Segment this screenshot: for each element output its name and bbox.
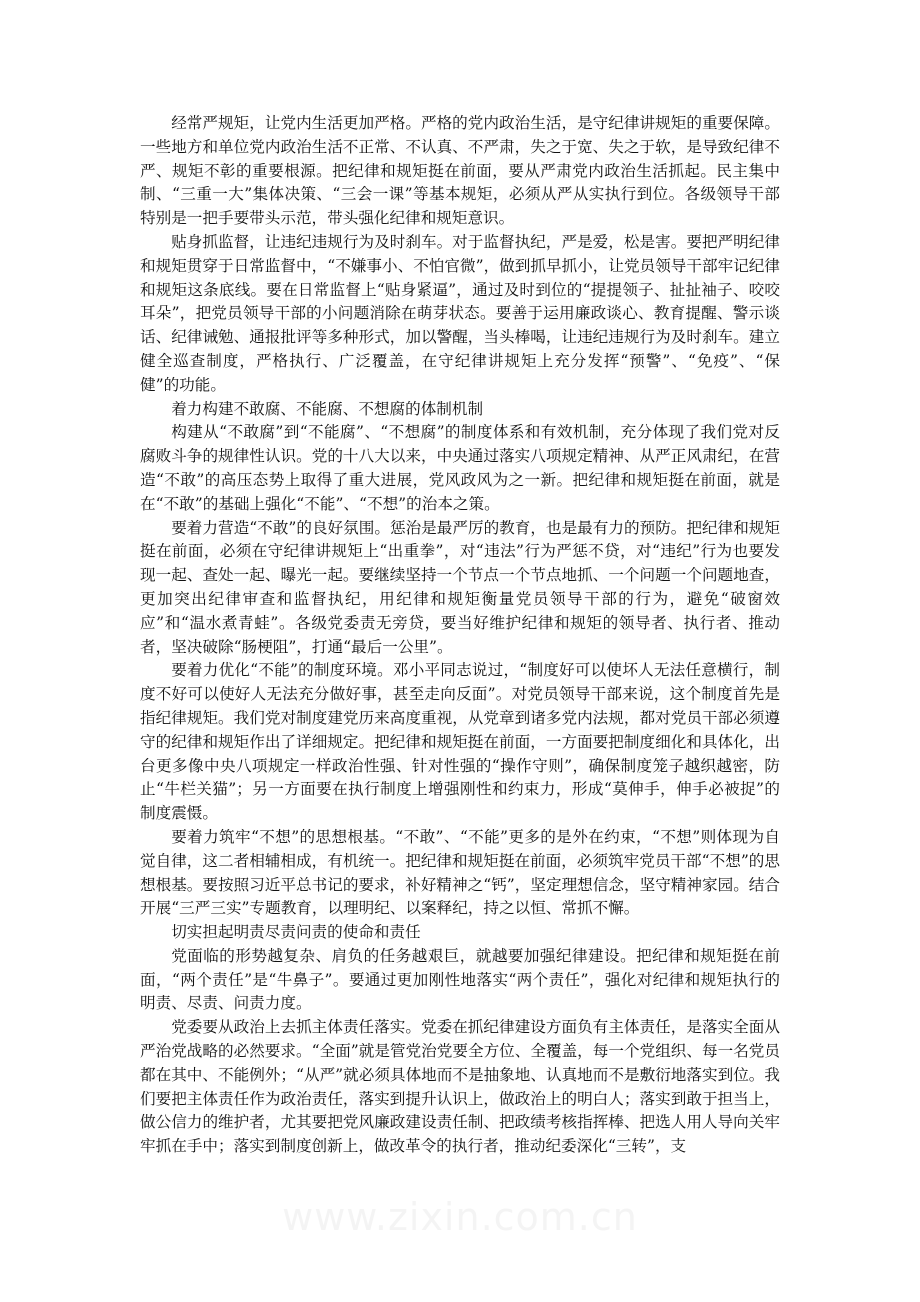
paragraph: 党委要从政治上去抓主体责任落实。党委在抓纪律建设方面负有主体责任，是落实全面从严治党战略的必然要求。“全面”就是管党治党要全方位、全覆盖，每一个党组织、每一名党员都在其中、不能例外；“从严”就必须具体地而不是抽象地、认真地而不是敷衍地落实到位。我们要把主体责任作为政治责任，落实到提升认识上，做政治上的明白人；落实到敢于担当上，做公信力的维护者，尤其要把党风廉政建设责任制、把政绩考核指挥棒、把选人用人导向关牢牢抓在手中；落实到制度创新上，做改革令的执行者，推动纪委深化“三转”，支 (140, 1018, 780, 1156)
section-heading: 切实担起明责尽责问责的使命和责任 (171, 923, 421, 942)
watermark: www.zixin.com.cn (282, 1195, 638, 1239)
paragraph: 要着力优化“不能”的制度环境。邓小平同志说过，“制度好可以使坏人无法任意横行，制度不好可以使好人无法充分做好事，甚至走向反面”。对党员领导干部来说，这个制度首先是指纪律规矩。我们党对制度建党历来高度重视，从党章到诸多党内法规，都对党员干部必须遵守的纪律和规矩作出了详细规定。把纪律和规矩挺在前面，一方面要把制度细化和具体化，出台更多像中央八项规定一样政治性强、针对性强的“操作守则”，确保制度笼子越织越密，防止“牛栏关猫”；另一方面要在执行制度上增强刚性和约束力，形成“莫伸手，伸手必被捉”的制度震慑。 (140, 661, 780, 823)
paragraph: 构建从“不敢腐”到“不能腐”、“不想腐”的制度体系和有效机制，充分体现了我们党对反腐败斗争的规律性认识。党的十八大以来，中央通过落实八项规定精神、从严正风肃纪，在营造“不敢”的高压态势上取得了重大进展，党风政风为之一新。把纪律和规矩挺在前面，就是在“不敢”的基础上强化“不能”、“不想”的治本之策。 (140, 423, 780, 513)
paragraph: 要着力筑牢“不想”的思想根基。“不敢”、“不能”更多的是外在约束，“不想”则体现为自觉自律，这二者相辅相成，有机统一。把纪律和规矩挺在前面，必须筑牢党员干部“不想”的思想根基。要按照习近平总书记的要求，补好精神之“钙”，坚定理想信念，坚守精神家园。结合开展“三严三实”专题教育，以理明纪、以案释纪，持之以恒、常抓不懈。 (140, 827, 780, 918)
paragraph: 党面临的形势越复杂、肩负的任务越艰巨，就越要加强纪律建设。把纪律和规矩挺在前面，“两个责任”是“牛鼻子”。要通过更加刚性地落实“两个责任”，强化对纪律和规矩执行的明责、尽责、问责力度。 (140, 946, 780, 1013)
paragraph: 要着力营造“不敢”的良好氛围。惩治是最严厉的教育，也是最有力的预防。把纪律和规矩挺在前面，必须在守纪律讲规矩上“出重拳”，对“违法”行为严惩不贷，对“违纪”行为也要发现一起、查处一起、曝光一起。要继续坚持一个节点一个节点地抓、一个问题一个问题地查，更加突出纪律审查和监督执纪，用纪律和规矩衡量党员领导干部的行为，避免“破窗效应”和“温水煮青蛙”。各级党委责无旁贷，要当好维护纪律和规矩的领导者、执行者、推动者，坚决破除“肠梗阻”，打通“最后一公里”。 (140, 518, 780, 656)
document-body (140, 112, 780, 1159)
section-heading: 着力构建不敢腐、不能腐、不想腐的体制机制 (171, 399, 484, 418)
paragraph: 经常严规矩，让党内生活更加严格。严格的党内政治生活，是守纪律讲规矩的重要保障。一些地方和单位党内政治生活不正常、不认真、不严肃，失之于宽、失之于软，是导致纪律不严、规矩不彰的重要根源。把纪律和规矩挺在前面，要从严肃党内政治生活抓起。民主集中制、“三重一大”集体决策、“三会一课”等基本规矩，必须从严从实执行到位。各级领导干部特别是一把手要带头示范，带头强化纪律和规矩意识。 (140, 114, 780, 228)
paragraph: 贴身抓监督，让违纪违规行为及时刹车。对于监督执纪，严是爱，松是害。要把严明纪律和规矩贯穿于日常监督中，“不嫌事小、不怕官微”，做到抓早抓小，让党员领导干部牢记纪律和规矩这条底线。要在日常监督上“贴身紧逼”，通过及时到位的“提提领子、扯扯袖子、咬咬耳朵”，把党员领导干部的小问题消除在萌芽状态。要善于运用廉政谈心、教育提醒、警示谈话、纪律诫勉、通报批评等多种形式，加以警醒，当头棒喝，让违纪违规行为及时刹车。建立健全巡查制度，严格执行、广泛覆盖，在守纪律讲规矩上充分发挥“预警”、“免疫”、“保健”的功能。 (140, 232, 780, 394)
